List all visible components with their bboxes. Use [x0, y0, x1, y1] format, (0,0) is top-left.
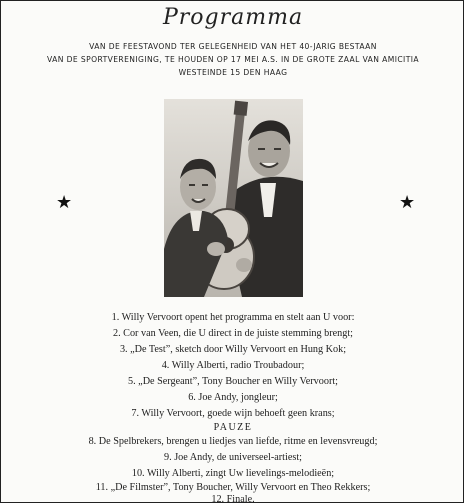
program-item-3: 3. „De Test”, sketch door Willy Vervoort en Hung Kok;: [119, 344, 347, 355]
program-item-7: 7. Willy Vervoort, goede wijn behoeft geen krans;: [131, 408, 335, 419]
program-item-8: 8. De Spelbrekers, brengen u liedjes van liefde, ritme en levensvreugd;: [88, 436, 378, 447]
program-item-11: 11. „De Filmster”, Tony Boucher, Willy Vervoort en Theo Rekkers;: [95, 482, 371, 493]
program-item-12: 12. Finale.: [211, 494, 255, 503]
program-item-10: 10. Willy Alberti, zingt Uw lievelings-melodieën;: [131, 468, 335, 479]
star-left-icon: ★: [56, 192, 73, 213]
program-item-4: 4. Willy Alberti, radio Troubadour;: [161, 360, 305, 371]
program-item-2: 2. Cor van Veen, die U direct in de juiste stemming brengt;: [112, 328, 354, 339]
program-item-9: 9. Joe Andy, de universeel-artiest;: [164, 452, 302, 463]
programme-title: Programma: [162, 5, 304, 30]
header-line-3: WESTEINDE 15 DEN HAAG: [178, 68, 288, 77]
header-line-2: VAN DE SPORTVERENIGING, TE HOUDEN OP 17 MEI A.S. IN DE GROTE ZAAL VAN AMICITIA: [47, 55, 419, 64]
pause-heading: PAUZE: [213, 422, 253, 433]
star-right-icon: ★: [399, 192, 416, 213]
program-item-1: 1. Willy Vervoort opent het programma en stelt aan U voor:: [111, 312, 355, 323]
program-item-6: 6. Joe Andy, jongleur;: [188, 392, 278, 403]
performers-photo-drawing: [164, 99, 303, 297]
performers-photo: [164, 99, 303, 297]
program-item-5: 5. „De Sergeant”, Tony Boucher en Willy Vervoort;: [127, 376, 339, 387]
header-line-1: VAN DE FEESTAVOND TER GELEGENHEID VAN HET 40-JARIG BESTAAN: [89, 42, 377, 51]
